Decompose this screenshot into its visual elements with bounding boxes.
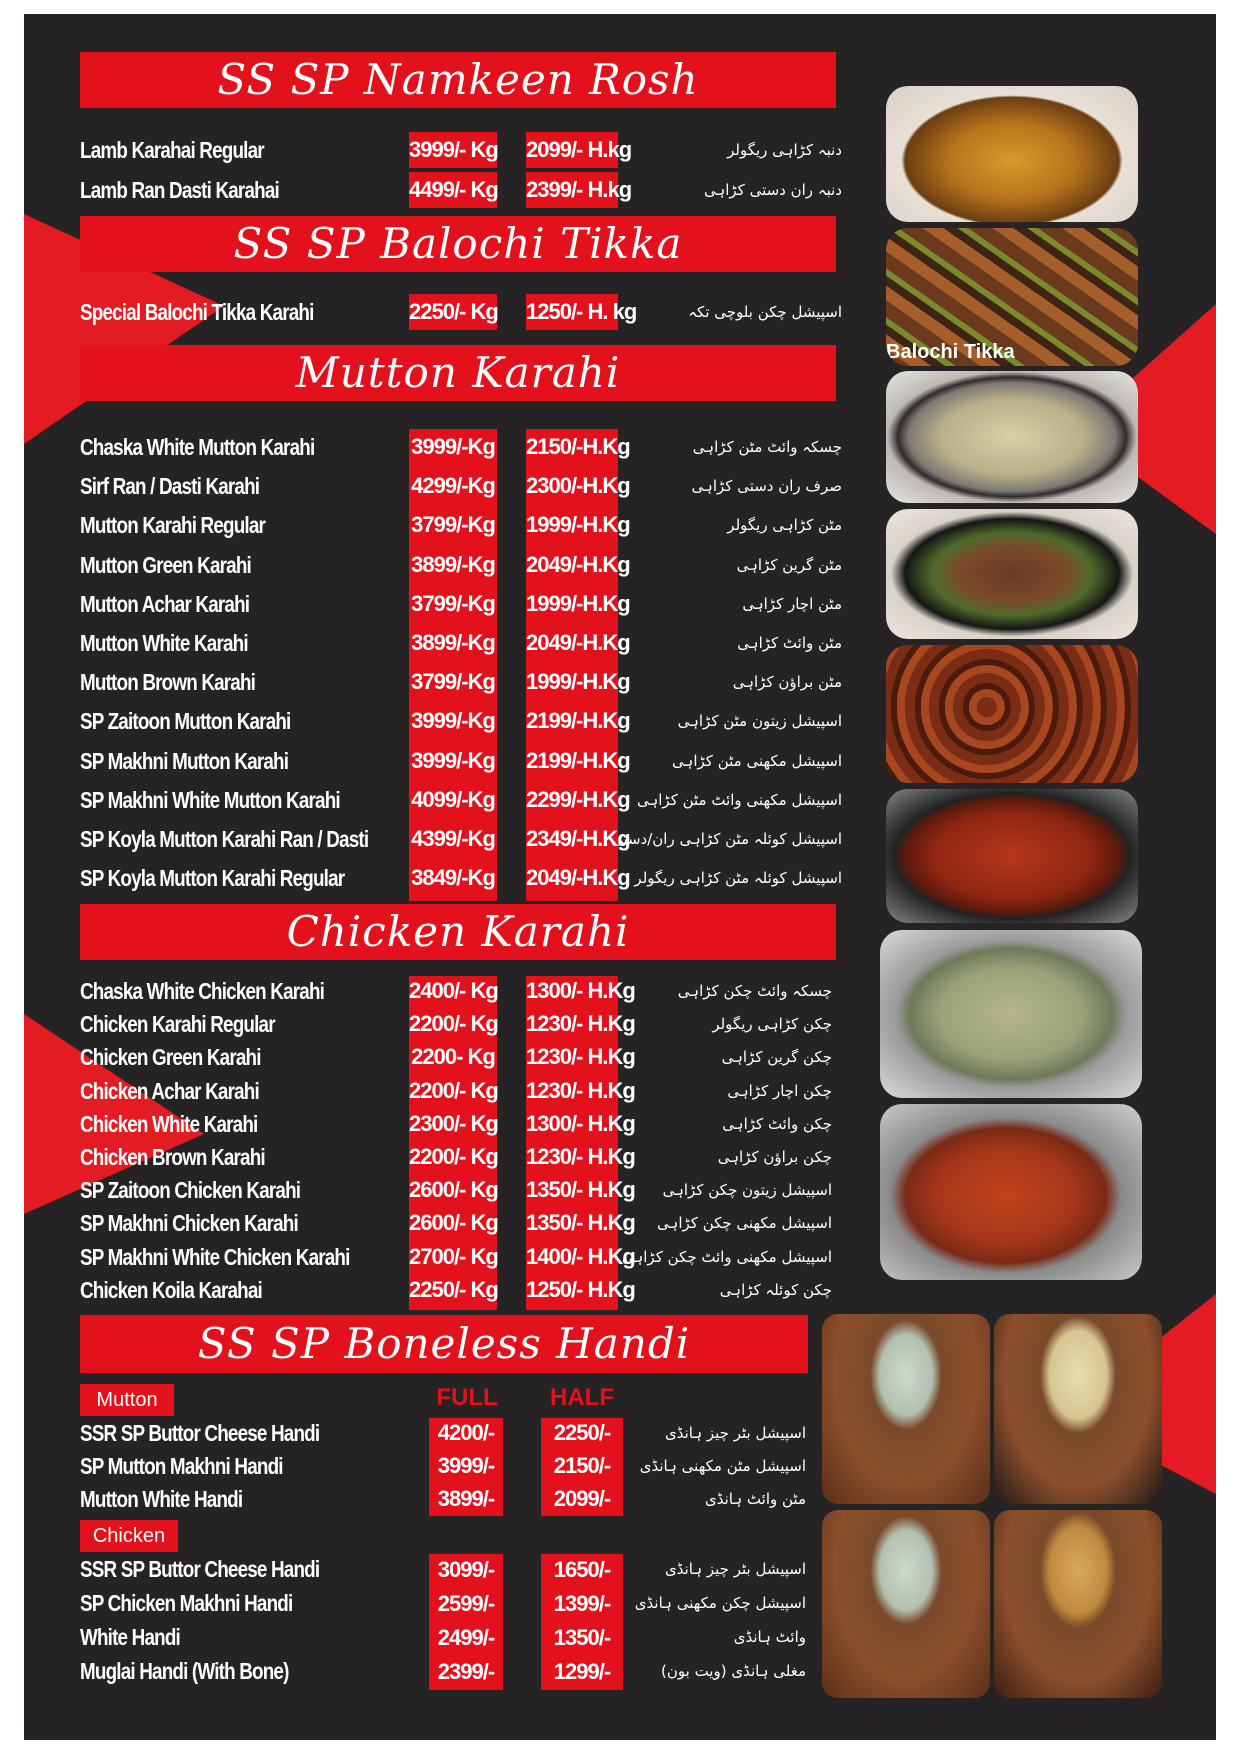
half-price: 1230/- H.Kg [526,1077,635,1103]
half-price: 1999/-H.Kg [526,669,630,695]
menu-item-name: Mutton White Handi [80,1486,243,1512]
half-price: 2150/- [553,1453,611,1478]
full-price: 2700/- Kg [409,1243,498,1269]
half-price: 2049/-H.Kg [526,865,630,891]
urdu-name: مٹن گرین کڑاہی [736,555,842,574]
green-karahi-photo [886,509,1138,639]
urdu-name: اسپیشل مکھنی چکن کڑاہی [657,1214,832,1233]
urdu-name: اسپیشل مکھنی مٹن کڑاہی [672,751,842,770]
half-price: 1300/- H.Kg [526,1110,635,1136]
menu-item-name: Muglai Handi (With Bone) [80,1658,289,1684]
urdu-name: چسکہ وائٹ مٹن کڑاہی [692,438,842,456]
section-title-balochi: SS SP Balochi Tikka [80,216,836,272]
menu-item-name: Mutton Brown Karahi [80,669,256,696]
urdu-name: اسپیشل چکن بلوچی تکہ [688,303,842,321]
half-price: 1399/- [553,1591,611,1616]
handi-chicken-label: Chicken [80,1520,178,1552]
urdu-name: چکن براؤن کڑاہی [717,1148,832,1166]
menu-item-name: Mutton Karahi Regular [80,512,266,539]
urdu-name: چسکہ وائٹ چکن کڑاہی [677,982,832,1000]
menu-item-name: SP Makhni Mutton Karahi [80,747,289,774]
full-price: 3899/-Kg [411,551,495,577]
urdu-name: مٹن اچار کڑاہی [742,594,842,613]
full-price: 2200- Kg [411,1044,495,1070]
brown-karahi-photo [886,645,1138,783]
half-price: 2250/- [553,1420,611,1445]
handi-photo-1 [822,1314,990,1504]
urdu-name: مٹن وائٹ کڑاہی [737,634,842,652]
half-price: 2099/- [553,1486,611,1511]
urdu-name: چکن کوئلہ کڑاہی [719,1280,832,1299]
urdu-name: وائٹ ہانڈی [733,1628,806,1646]
urdu-name: مغلی ہانڈی (ویت بون) [661,1662,806,1680]
menu-item-name: SP Makhni White Mutton Karahi [80,786,340,813]
handi-full-heading: FULL [436,1384,498,1411]
urdu-name: اسپیشل زیتون مٹن کڑاہی [677,712,842,731]
menu-item-name: Chicken Green Karahi [80,1044,261,1071]
half-price: 1230/- H.Kg [526,1144,635,1169]
urdu-name: اسپیشل بٹر چیز ہانڈی [664,1560,806,1578]
urdu-name: چکن گرین کڑاہی [721,1048,832,1067]
urdu-name: مٹن براؤن کڑاہی [732,673,842,692]
handi-photo-3 [822,1510,990,1698]
full-price: 3999/-Kg [411,747,495,773]
section-title-handi: SS SP Boneless Handi [80,1315,808,1373]
menu-item-name: Special Balochi Tikka Karahi [80,299,314,325]
half-price: 2299/-H.Kg [526,786,630,812]
balochi-tikka-photo [886,228,1138,366]
menu-item-name: Chicken Karahi Regular [80,1011,275,1038]
chicken-white-karahi-photo [880,930,1142,1098]
menu-item-name: Chicken Achar Karahi [80,1077,259,1104]
menu-item-name: Mutton Green Karahi [80,551,251,578]
chicken-red-karahi-photo [880,1104,1142,1280]
full-price: 3999/- [437,1453,495,1478]
half-price: 1299/- [553,1659,611,1684]
handi-photo-2 [994,1314,1162,1504]
menu-page [24,14,1216,1740]
urdu-name: چکن کڑاہی ریگولر [712,1015,832,1034]
urdu-name: اسپیشل چکن مکھنی ہانڈی [634,1594,806,1612]
full-price: 3999/- Kg [409,132,497,168]
full-price: 2400/- Kg [409,978,498,1003]
section-title-mutton: Mutton Karahi [80,345,836,401]
urdu-name: چکن وائٹ کڑاہی [722,1114,832,1133]
full-price: 2200/- Kg [409,1077,498,1103]
full-price: 2300/- Kg [409,1110,498,1136]
urdu-name: اسپیشل زیتون چکن کڑاہی [662,1181,832,1200]
full-price: 2600/- Kg [409,1177,498,1203]
full-price: 3999/-Kg [411,434,495,459]
mutton-curry-photo [886,86,1138,222]
menu-item-name: SP Mutton Makhni Handi [80,1453,283,1479]
menu-item-name: Chicken Koila Karahai [80,1276,262,1303]
handi-photo-4 [994,1510,1162,1698]
full-price: 3849/-Kg [411,865,495,891]
half-price: 2049/-H.Kg [526,551,630,577]
full-price: 2200/- Kg [409,1011,498,1037]
full-price: 2399/- [437,1659,495,1684]
menu-item-name: Mutton White Karahi [80,630,248,656]
urdu-name: اسپیشل کوئلہ مٹن کڑاہی ران/دستی [610,830,842,848]
half-price: 1300/- H.Kg [526,978,635,1003]
full-price: 3799/-Kg [411,512,495,538]
half-price: 1230/- H.Kg [526,1044,635,1070]
half-price: 1250/- H.Kg [526,1276,635,1302]
menu-item-name: Chaska White Chicken Karahi [80,978,325,1004]
full-price: 2499/- [437,1625,495,1650]
menu-item-name: SP Zaitoon Mutton Karahi [80,708,291,735]
menu-item-name: Chicken White Karahi [80,1110,258,1137]
white-karahi-photo [886,371,1138,503]
handi-half-heading: HALF [550,1384,614,1411]
urdu-name: چکن اچار کڑاہی [727,1081,832,1100]
full-price: 4299/-Kg [411,473,495,499]
menu-item-name: SSR SP Buttor Cheese Handi [80,1420,320,1446]
section-title-namkeen: SS SP Namkeen Rosh [80,52,836,108]
full-price: 2250/- Kg [409,294,497,330]
urdu-name: اسپیشل مکھنی وائٹ چکن کڑاہی [621,1247,832,1266]
full-price: 4099/-Kg [411,786,495,812]
half-price: 2300/-H.Kg [526,473,630,499]
half-price: 2049/-H.Kg [526,630,630,655]
urdu-name: مٹن وائٹ ہانڈی [705,1490,806,1508]
full-price: 2599/- [437,1591,495,1616]
full-price: 3999/-Kg [411,708,495,734]
menu-item-name: SP Chicken Makhni Handi [80,1590,293,1616]
full-price: 2600/- Kg [409,1210,498,1236]
menu-item-name: Lamb Ran Dasti Karahai [80,177,279,203]
full-price: 3899/-Kg [411,630,495,655]
full-price: 4200/- [437,1420,495,1445]
menu-item-name: Lamb Karahai Regular [80,137,264,163]
balochi-tikka-caption: Balochi Tikka [886,341,1015,363]
full-price: 3799/-Kg [411,669,495,695]
urdu-name: صرف ران دستی کڑاہی [691,477,842,496]
koyla-karahi-photo [886,789,1138,923]
full-price: 3799/-Kg [411,590,495,616]
urdu-name: دنبہ ران دستی کڑاہی [703,181,842,199]
full-price: 2250/- Kg [409,1276,498,1302]
half-price: 2099/- H.kg [526,132,618,168]
half-price: 2349/-H.Kg [526,826,630,851]
handi-mutton-label: Mutton [80,1384,174,1416]
half-price: 1250/- H. kg [526,294,618,330]
menu-item-name: SP Makhni Chicken Karahi [80,1210,298,1237]
menu-item-name: SP Koyla Mutton Karahi Ran / Dasti [80,826,369,852]
section-title-chicken: Chicken Karahi [80,904,836,960]
half-price: 2399/- H.kg [526,172,618,208]
menu-item-name: Sirf Ran / Dasti Karahi [80,473,260,500]
urdu-name: اسپیشل مکھنی وائٹ مٹن کڑاہی [636,790,842,809]
full-price: 3899/- [437,1486,495,1511]
urdu-name: مٹن کڑاہی ریگولر [727,516,842,535]
half-price: 1230/- H.Kg [526,1011,635,1037]
half-price: 2199/-H.Kg [526,747,630,773]
half-price: 1999/-H.Kg [526,512,630,538]
full-price: 4499/- Kg [409,172,497,208]
half-price: 1350/- [553,1625,611,1650]
menu-item-name: SP Koyla Mutton Karahi Regular [80,865,345,892]
menu-item-name: Chicken Brown Karahi [80,1144,265,1170]
menu-item-name: SP Zaitoon Chicken Karahi [80,1177,301,1204]
full-price: 3099/- [437,1557,495,1582]
menu-item-name: White Handi [80,1624,180,1650]
urdu-name: اسپیشل کوئلہ مٹن کڑاہی ریگولر [634,869,842,888]
half-price: 1650/- [553,1557,611,1582]
half-price: 1400/- H.Kg [526,1243,635,1269]
urdu-name: اسپیشل مٹن مکھنی ہانڈی [639,1457,806,1475]
menu-item-name: SSR SP Buttor Cheese Handi [80,1556,320,1582]
urdu-name: دنبہ کڑاہی ریگولر [727,141,842,159]
menu-item-name: SP Makhni White Chicken Karahi [80,1243,350,1270]
half-price: 2150/-H.Kg [526,434,630,459]
menu-item-name: Mutton Achar Karahi [80,590,250,617]
full-price: 2200/- Kg [409,1144,498,1169]
menu-item-name: Chaska White Mutton Karahi [80,434,315,460]
half-price: 1999/-H.Kg [526,590,630,616]
urdu-name: اسپیشل بٹر چیز ہانڈی [664,1424,806,1442]
half-price: 1350/- H.Kg [526,1177,635,1203]
full-price: 4399/-Kg [411,826,495,851]
half-price: 1350/- H.Kg [526,1210,635,1236]
half-price: 2199/-H.Kg [526,708,630,734]
